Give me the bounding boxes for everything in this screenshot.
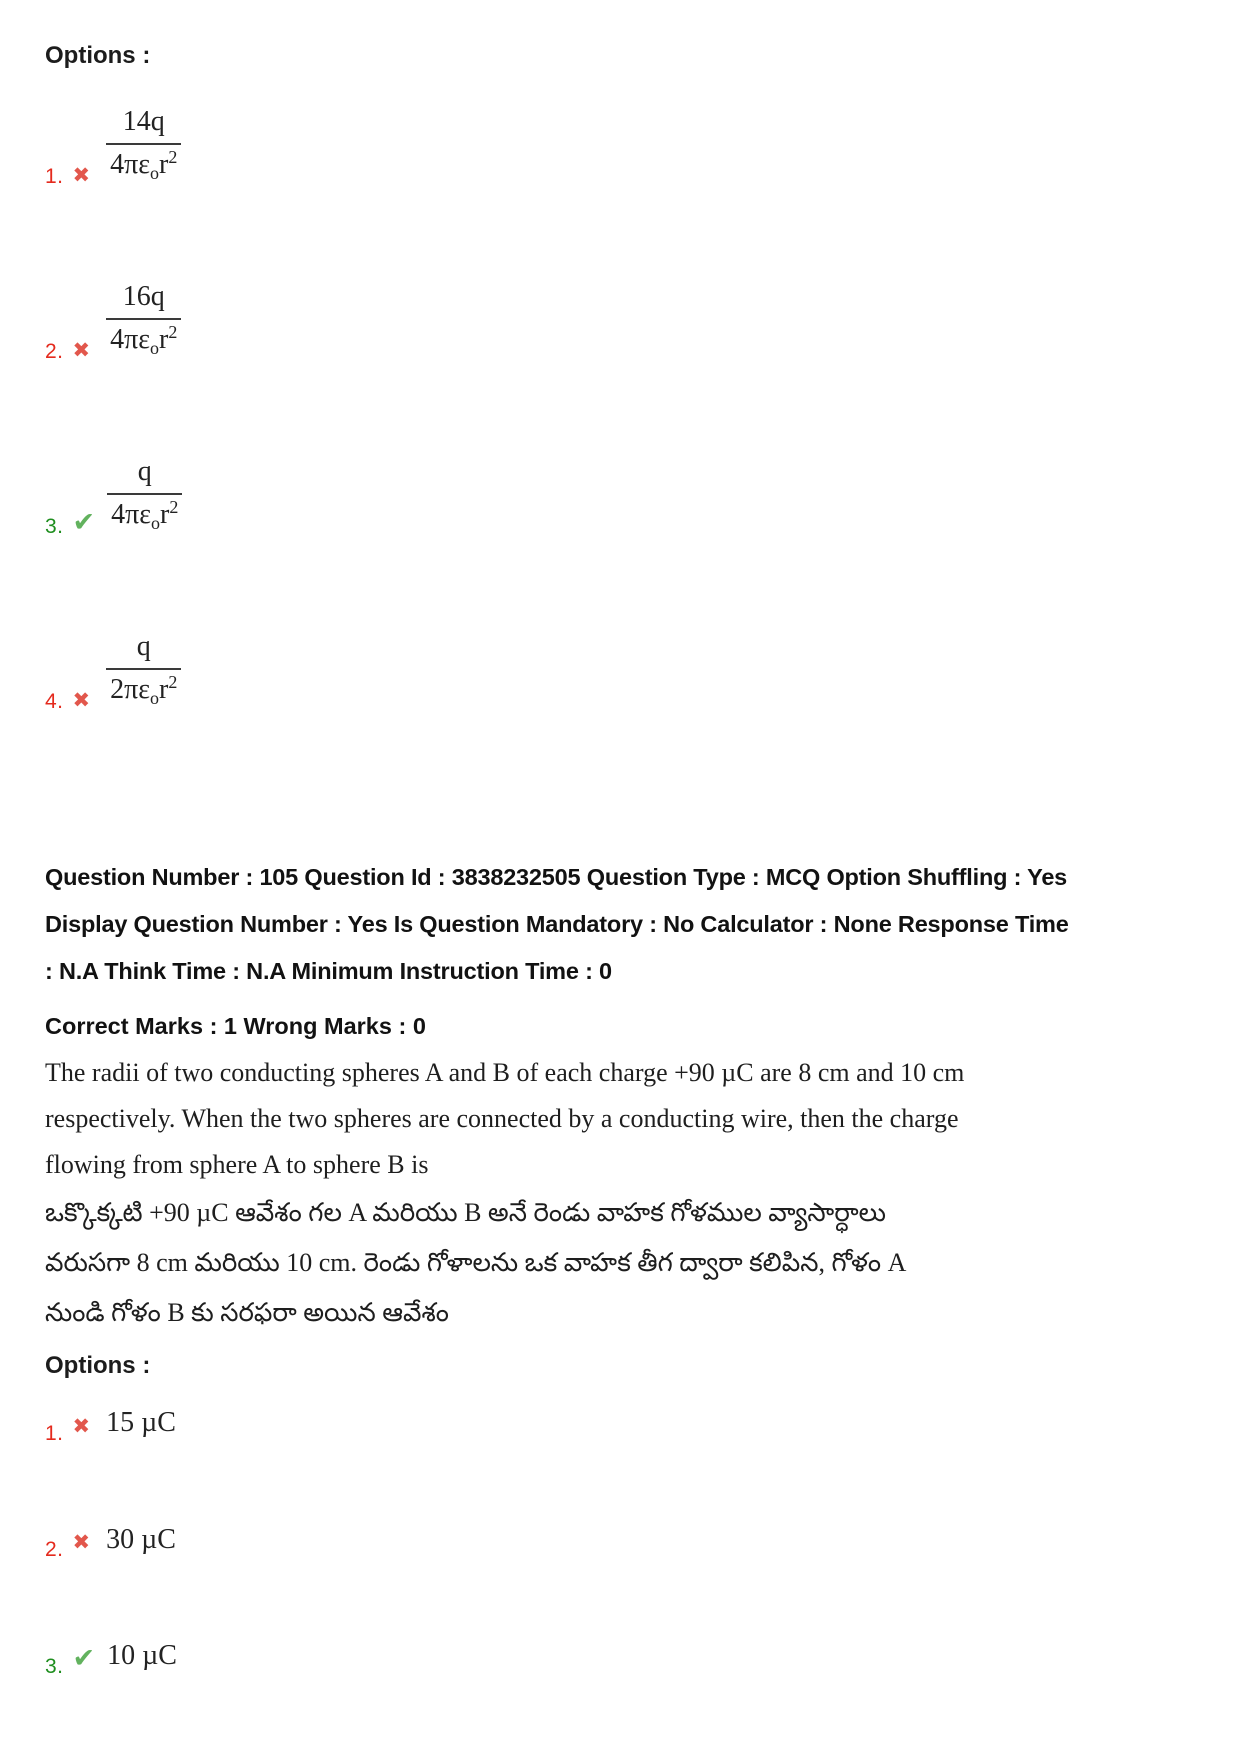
marks-line: Correct Marks : 1 Wrong Marks : 0 xyxy=(45,1013,426,1039)
question-line: నుండి గోళం B కు సరఫరా అయిన ఆవేశం xyxy=(45,1298,449,1327)
option-number: 3. xyxy=(45,515,64,538)
check-icon: ✔ xyxy=(72,1642,96,1674)
question-line: వరుసగా 8 cm మరియు 10 cm. రెండు గోళాలను ఒక వాహక తీగ ద్వారా కలిపిన, గోళం A xyxy=(45,1248,907,1277)
den-variable: r xyxy=(159,674,169,705)
option-row-2 xyxy=(45,281,1210,364)
fraction-expression xyxy=(106,631,181,706)
fraction-denominator xyxy=(106,145,181,181)
den-exponent: 2 xyxy=(168,147,178,167)
den-subscript: o xyxy=(150,688,160,708)
options-heading-2: Options : xyxy=(45,1352,151,1379)
fraction-denominator xyxy=(106,320,181,356)
fraction-numerator: q xyxy=(106,631,181,670)
den-prefix: 4πε xyxy=(110,149,151,180)
fraction-denominator xyxy=(106,670,181,706)
option-value: 10 µC xyxy=(107,1640,177,1672)
option-row-2 xyxy=(45,1523,1210,1563)
den-exponent: 2 xyxy=(169,497,179,517)
option-number: 1. xyxy=(45,165,64,188)
option-row-1 xyxy=(45,1406,1210,1446)
metadata-line: Question Number : 105 Question Id : 3838232505 Question Type : MCQ Option Shuffling : Yes xyxy=(45,864,1068,890)
cross-icon: ✖ xyxy=(72,338,91,362)
den-prefix: 2πε xyxy=(110,674,151,705)
den-prefix: 4πε xyxy=(110,324,151,355)
cross-icon: ✖ xyxy=(72,688,91,712)
option-number: 3. xyxy=(45,1654,64,1678)
fraction-expression xyxy=(106,281,181,356)
den-variable: r xyxy=(160,499,170,530)
den-variable: r xyxy=(159,149,169,180)
den-subscript: o xyxy=(151,513,161,533)
metadata-line: Display Question Number : Yes Is Question Mandatory : No Calculator : None Response Time xyxy=(45,911,1069,937)
den-prefix: 4πε xyxy=(111,499,152,530)
question-text-telugu xyxy=(45,1188,1210,1338)
fraction-expression xyxy=(107,456,182,531)
cross-icon: ✖ xyxy=(72,163,91,187)
question-line: respectively. When the two spheres are connected by a conducting wire, then the charge xyxy=(45,1104,959,1133)
question-line: ఒక్కొక్కటి +90 µC ఆవేశం గల A మరియు B అనే రెండు వాహక గోళముల వ్యాసార్ధాలు xyxy=(45,1198,887,1227)
question-line: The radii of two conducting spheres A and B of each charge +90 µC are 8 cm and 10 cm xyxy=(45,1058,965,1087)
options-heading-1: Options : xyxy=(45,42,151,69)
fraction-numerator: 14q xyxy=(106,106,181,145)
option-row-3 xyxy=(45,1639,1210,1679)
fraction-expression xyxy=(106,106,181,181)
cross-icon: ✖ xyxy=(72,1530,91,1555)
option-row-1 xyxy=(45,106,1210,189)
question-metadata xyxy=(45,854,1210,995)
option-row-3 xyxy=(45,456,1210,539)
metadata-line: : N.A Think Time : N.A Minimum Instruction Time : 0 xyxy=(45,958,612,984)
question-line: flowing from sphere A to sphere B is xyxy=(45,1150,429,1179)
den-exponent: 2 xyxy=(168,322,178,342)
den-subscript: o xyxy=(150,338,160,358)
check-icon: ✔ xyxy=(72,507,96,538)
option-value: 15 µC xyxy=(106,1407,176,1438)
option-number: 4. xyxy=(45,690,64,713)
option-number: 1. xyxy=(45,1421,64,1445)
fraction-numerator: 16q xyxy=(106,281,181,320)
option-number: 2. xyxy=(45,1538,64,1562)
option-number: 2. xyxy=(45,340,64,363)
den-subscript: o xyxy=(150,163,160,183)
fraction-numerator: q xyxy=(107,456,182,495)
den-exponent: 2 xyxy=(168,672,178,692)
option-row-4 xyxy=(45,631,1210,714)
option-value: 30 µC xyxy=(106,1523,176,1555)
fraction-denominator xyxy=(107,495,182,531)
den-variable: r xyxy=(159,324,169,355)
cross-icon: ✖ xyxy=(72,1413,91,1438)
question-text-english xyxy=(45,1050,1210,1188)
